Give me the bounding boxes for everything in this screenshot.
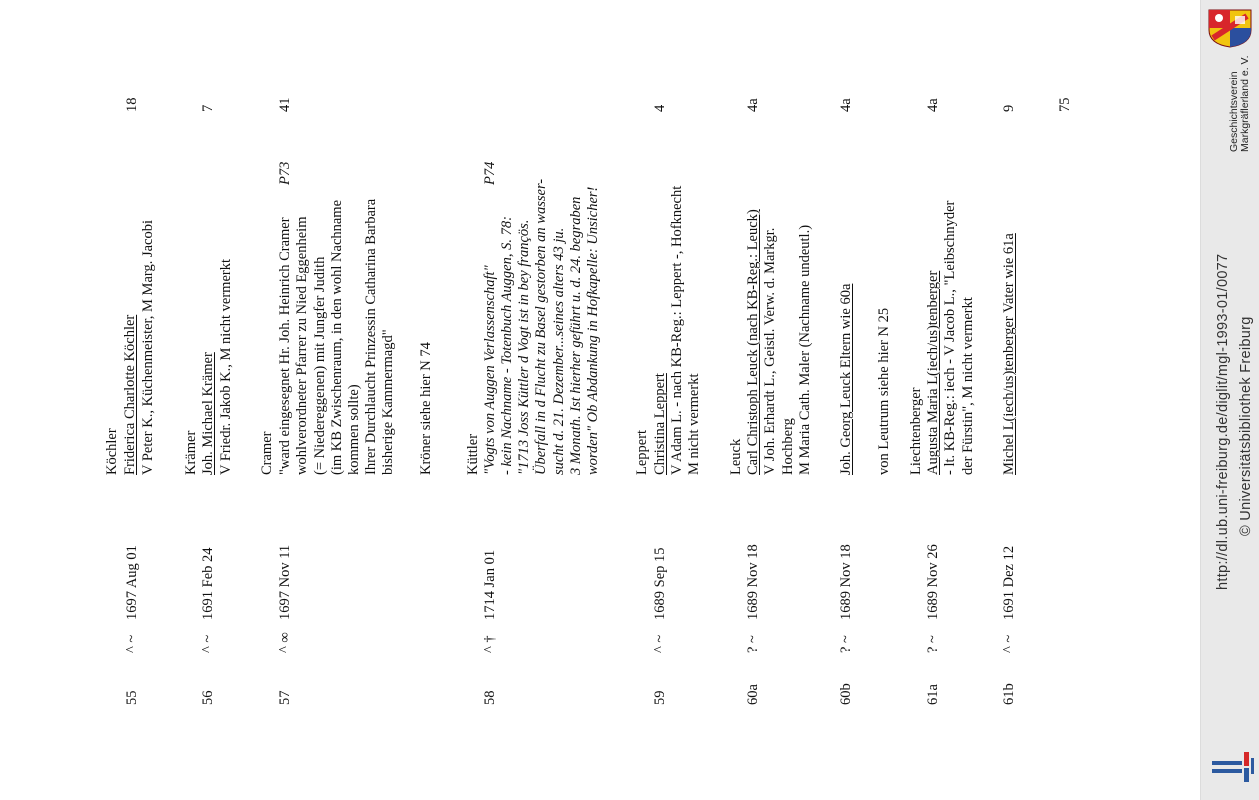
entry-surname: Cramer: [259, 431, 275, 475]
entry-symbol: ^ †: [482, 635, 498, 653]
entry-parents: V Friedr. Jakob K., M nicht vermerkt: [218, 259, 234, 475]
entry-parents: der Fürstin", M nicht vermerkt: [960, 297, 976, 475]
entry-reference: 4a: [925, 98, 941, 112]
entry-reference: 4a: [838, 98, 854, 112]
entry-number: 56: [200, 690, 216, 705]
entry-person: Joh. Michael Krämer: [200, 352, 216, 475]
entry-date: 1714 Jan 01: [482, 549, 498, 620]
entry-reference: 9: [1001, 104, 1017, 112]
entry-symbol: ^ ~: [652, 634, 668, 653]
entry-number: 55: [124, 690, 140, 705]
entry-number: 61a: [925, 684, 941, 705]
entry-symbol: ? ~: [745, 635, 761, 653]
entry-text-line: (= Niedereggenen) mit Jungfer Judith: [312, 256, 328, 475]
entry-reference: 7: [200, 104, 216, 112]
entry-cross-reference: von Leutrum siehe hier N 25: [876, 307, 892, 475]
entry-person: Christina Leppert: [652, 373, 668, 475]
entry-date: 1691 Feb 24: [200, 547, 216, 620]
entry-symbol: ? ~: [838, 635, 854, 653]
entry-date: 1689 Sep 15: [652, 547, 668, 620]
entry-surname: Küttler: [465, 433, 481, 475]
entry-cross-reference: Kröner siehe hier N 74: [418, 342, 434, 475]
copyright-notice: © Universitätsbibliothek Freiburg: [1238, 316, 1254, 536]
entry-parents: V Peter K., Küchenmeister, M Marg. Jacobi: [140, 220, 156, 475]
entry-text-line: sucht d. 21. Dezember...seines alters 43 ju.: [551, 227, 567, 475]
page-number: 75: [1057, 97, 1073, 112]
entry-reference: 18: [124, 97, 140, 112]
entry-reference: 4a: [745, 98, 761, 112]
entry-date: 1689 Nov 26: [925, 544, 941, 620]
entry-number: 60a: [745, 684, 761, 705]
org-name-line2: Markgräflerland e. V.: [1239, 55, 1251, 152]
entry-symbol: ^ ~: [200, 634, 216, 653]
entry-number: 58: [482, 690, 498, 705]
source-url-link[interactable]: http://dl.ub.uni-freiburg.de/diglit/mgl-1993-01/0077: [1215, 253, 1231, 590]
entry-text-line: - kein Nachname - Totenbuch Auggen, S. 78:: [499, 216, 515, 475]
entry-surname: Krämer: [183, 430, 199, 475]
entry-date: 1689 Nov 18: [745, 544, 761, 620]
entry-surname: Leppert: [634, 429, 650, 475]
entry-text-line: bisherige Kammermagd": [380, 329, 396, 475]
page-reference-tag: P74: [482, 161, 498, 185]
entry-parents: - lt. KB-Reg.: iech - V Jacob L., "Leibschnyder: [942, 200, 958, 475]
entry-date: 1689 Nov 18: [838, 544, 854, 620]
entry-text-line: "1713 Joss Küttler d Vogt ist in bey françös.: [516, 219, 532, 475]
entry-symbol: ? ~: [925, 635, 941, 653]
entry-text-line: 3 Monath. Ist hierher geführt u. d. 24. begraben: [568, 196, 584, 475]
entry-person: Augusta Maria L(iech/us)tenberger: [925, 270, 941, 475]
entry-reference: 4: [652, 104, 668, 112]
entry-person: Carl Christoph Leuck (nach KB-Reg.: Leuck): [745, 209, 761, 475]
entry-surname: Köchler: [104, 428, 120, 475]
entry-parents: V Adam L. - nach KB-Reg.: Leppert -, Hofknecht: [669, 185, 685, 475]
entry-person: Joh. Georg Leuck Eltern wie 60a: [838, 283, 854, 475]
entry-parents: M nicht vermerkt: [686, 373, 702, 475]
entry-surname: Leuck: [728, 438, 744, 475]
entry-date: 1697 Nov 11: [277, 544, 293, 620]
entry-text-line: Ihrer Durchlaucht Prinzessin Catharina Barbara: [363, 198, 379, 475]
entry-surname: Liechtenberger: [908, 387, 924, 475]
entry-text-line: kommen sollte): [346, 384, 362, 475]
entry-text-line: "ward eingesegnet Hr. Joh. Heinrich Cramer: [277, 217, 293, 475]
entry-symbol: ^ ~: [124, 634, 140, 653]
entry-date: 1697 Aug 01: [124, 545, 140, 620]
entry-text-line: worden" Ob Abdankung in Hofkapelle: Unsicher!: [585, 186, 601, 475]
page-reference-tag: P73: [277, 161, 293, 185]
entry-text-line: "Vogts von Auggen Verlassenschaft": [482, 265, 498, 475]
university-library-logo-icon: [1210, 748, 1256, 784]
crest-icon: [1207, 8, 1253, 48]
entry-number: 61b: [1001, 683, 1017, 705]
entry-text-line: (im KB Zwischenraum, in den wohl Nachname: [329, 199, 345, 475]
entry-person: Friderica Charlotte Köchler: [122, 314, 138, 475]
entry-number: 57: [277, 690, 293, 705]
entry-reference: 41: [277, 97, 293, 112]
entry-number: 60b: [838, 683, 854, 705]
entry-text-line: wohlverordneter Pfarrer zu Nied Eggenheim: [294, 216, 310, 475]
entry-parents: V Joh. Erhardt L., Geistl. Verw. d. Markgr.: [762, 227, 778, 475]
entry-person: Michel L(iech/us)tenberger Vater wie 61a: [1001, 233, 1017, 475]
org-name: [1229, 56, 1251, 153]
entry-number: 59: [652, 690, 668, 705]
entry-parents: Hochberg: [780, 418, 796, 475]
entry-text-line: Überfall in d Flucht zu Basel gestorben an wasser-: [533, 178, 549, 475]
org-name-line1: Geschichtsverein: [1228, 71, 1240, 152]
entry-parents: M Maria Cath. Maler (Nachname undeutl.): [797, 224, 813, 475]
entry-symbol: ^ ∞: [277, 632, 293, 653]
entry-symbol: ^ ~: [1001, 634, 1017, 653]
entry-date: 1691 Dez 12: [1001, 545, 1017, 620]
